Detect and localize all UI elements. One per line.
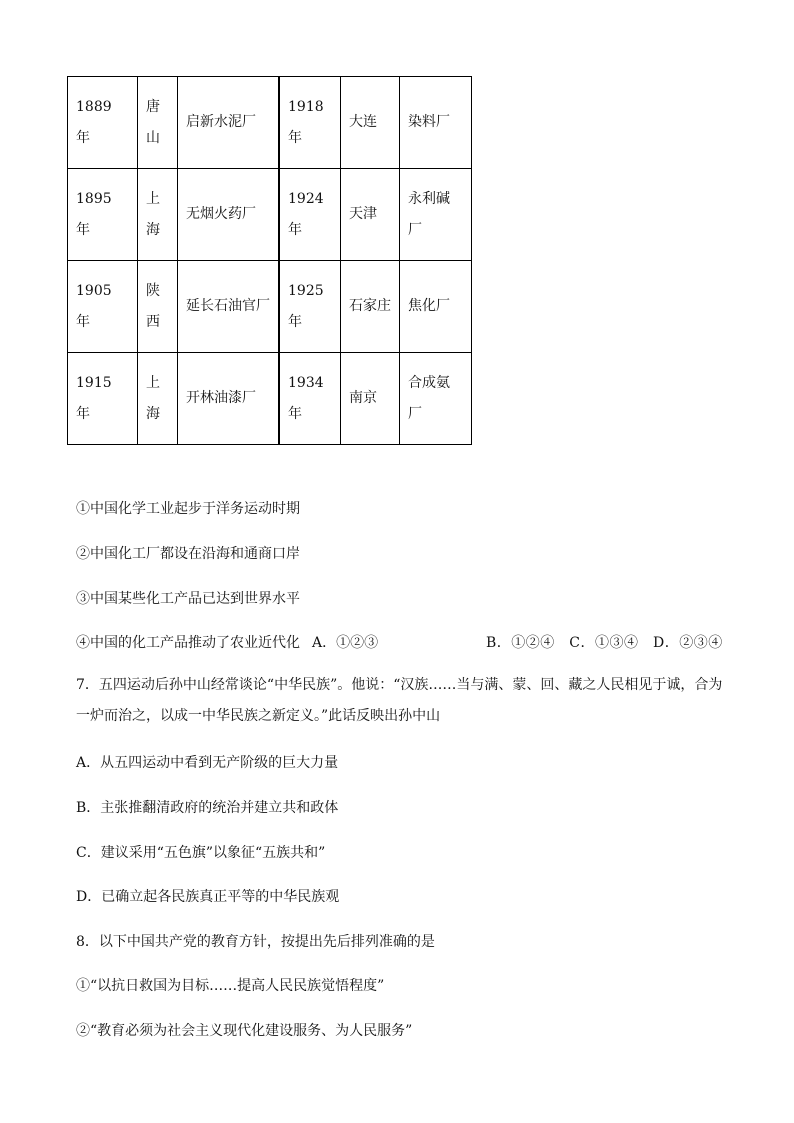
q8-statement-1: ①“以抗日救国为目标……提高人民民族觉悟程度” xyxy=(76,978,385,994)
table-row xyxy=(68,261,472,353)
table-row xyxy=(68,169,472,261)
table-row xyxy=(68,353,472,445)
factory-cell: 焦化厂 xyxy=(400,261,472,353)
factory-cell: 开林油漆厂 xyxy=(178,353,279,445)
q7-option-a: A．从五四运动中看到无产阶级的巨大力量 xyxy=(76,755,339,771)
chemical-factory-table xyxy=(67,76,472,445)
factory-cell: 启新水泥厂 xyxy=(178,77,279,169)
place-cell: 上海 xyxy=(138,169,178,261)
year-cell: 1918 年 xyxy=(280,77,341,169)
place-cell: 大连 xyxy=(341,77,400,169)
factory-cell: 染料厂 xyxy=(400,77,472,169)
q6-statement-2: ②中国化工厂都设在沿海和通商口岸 xyxy=(76,546,300,562)
year-cell: 1889 年 xyxy=(68,77,138,169)
q8-statement-2: ②“教育必须为社会主义现代化建设服务、为人民服务” xyxy=(76,1023,413,1039)
q7-option-b: B．主张推翻清政府的统治并建立共和政体 xyxy=(76,800,339,816)
place-cell: 陕西 xyxy=(138,261,178,353)
factory-cell: 无烟火药厂 xyxy=(178,169,279,261)
year-cell: 1895 年 xyxy=(68,169,138,261)
q6-statement-4: ④中国的化工产品推动了农业近代化 xyxy=(76,635,300,651)
place-cell: 唐山 xyxy=(138,77,178,169)
year-cell: 1925 年 xyxy=(280,261,341,353)
q6-statement-3: ③中国某些化工产品已达到世界水平 xyxy=(76,591,300,607)
table-row xyxy=(68,77,472,169)
place-cell: 上海 xyxy=(138,353,178,445)
year-cell: 1915 年 xyxy=(68,353,138,445)
place-cell: 石家庄 xyxy=(341,261,400,353)
q7-option-d: D．已确立起各民族真正平等的中华民族观 xyxy=(76,889,340,905)
year-cell: 1934 年 xyxy=(280,353,341,445)
q7-stem: 7．五四运动后孙中山经常谈论“中华民族”。他说：“汉族……当与满、蒙、回、藏之人民相见于诚，合为一炉而治之，以成一中华民族之新定义。”此话反映出孙中山 xyxy=(76,677,723,724)
place-cell: 南京 xyxy=(341,353,400,445)
factory-cell: 合成氨厂 xyxy=(400,353,472,445)
q6-option-a: A．①②③ xyxy=(312,635,379,651)
q6-options-bcd: B．①②④ C．①③④ D．②③④ xyxy=(486,635,723,651)
q6-statement-1: ①中国化学工业起步于洋务运动时期 xyxy=(76,501,300,517)
place-cell: 天津 xyxy=(341,169,400,261)
q7-option-c: C．建议采用“五色旗”以象征“五族共和” xyxy=(76,845,326,861)
factory-cell: 延长石油官厂 xyxy=(178,261,279,353)
year-cell: 1905 年 xyxy=(68,261,138,353)
q8-stem: 8．以下中国共产党的教育方针，按提出先后排列准确的是 xyxy=(76,934,435,950)
factory-cell: 永利碱厂 xyxy=(400,169,472,261)
year-cell: 1924 年 xyxy=(280,169,341,261)
